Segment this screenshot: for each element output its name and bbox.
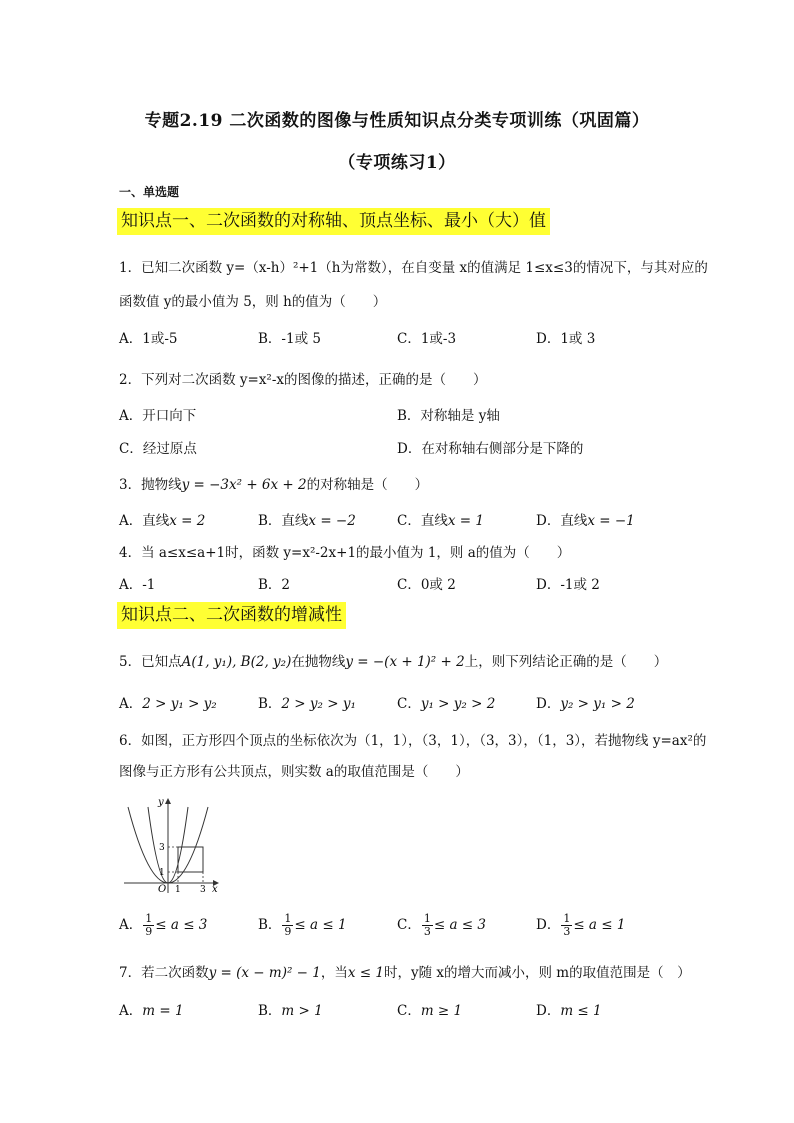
- q7-option-a: A．m = 1: [119, 1003, 184, 1019]
- q5-option-c: C．y₁ > y₂ > 2: [397, 696, 496, 712]
- q3-prefix: 3．抛物线: [119, 477, 182, 493]
- q4-option-b: B．2: [258, 577, 291, 593]
- q3-suffix: 的对称轴是（ ）: [306, 477, 429, 493]
- origin-label: O: [158, 884, 167, 893]
- knowledge-point-1: 知识点一、二次函数的对称轴、顶点坐标、最小（大）值: [117, 208, 550, 235]
- parabola-square-figure: [120, 793, 230, 897]
- q3-option-c: C．直线x = 1: [397, 513, 484, 529]
- tick-y-3: 3: [159, 843, 165, 853]
- tick-y-1: 1: [159, 868, 165, 878]
- tick-x-3: 3: [200, 885, 206, 893]
- q6-option-c: C． $\frac{1}{3}$ ≤ a ≤ 3: [397, 912, 486, 938]
- page-title: 专题2.19 二次函数的图像与性质知识点分类专项训练（巩固篇）: [144, 111, 650, 131]
- question-6-line-1: 6．如图，正方形四个顶点的坐标依次为（1，1），（3，1），（3，3），（1，3），若抛物线 y=ax²的: [119, 733, 707, 749]
- question-1-line-2: 函数值 y的最小值为 5，则 h的值为（ ）: [119, 294, 387, 310]
- knowledge-point-2: 知识点二、二次函数的增减性: [117, 602, 346, 629]
- q5-formula: y = −(x + 1)² + 2: [345, 654, 465, 670]
- q3-formula: y = −3x² + 6x + 2: [181, 477, 307, 493]
- q7-formula: y = (x − m)² − 1: [208, 965, 321, 981]
- section-label: 一、单选题: [119, 185, 180, 199]
- q3-option-a: A．直线x = 2: [119, 513, 206, 529]
- q5-option-d: D．y₂ > y₁ > 2: [536, 696, 635, 712]
- q2-option-a: A．开口向下: [119, 408, 197, 424]
- x-axis-label: x: [212, 884, 218, 893]
- q7-option-b: B．m > 1: [258, 1003, 323, 1019]
- q2-option-d: D．在对称轴右侧部分是下降的: [397, 441, 584, 457]
- q7-condition: x ≤ 1: [347, 965, 384, 981]
- q2-option-b: B．对称轴是 y轴: [397, 408, 500, 424]
- question-3: [119, 473, 428, 493]
- q1-option-b: B．-1或 5: [258, 331, 321, 347]
- q4-option-c: C．0或 2: [397, 577, 456, 593]
- question-4: 4．当 a≤x≤a+1时，函数 y=x²-2x+1的最小值为 1，则 a的值为（ ）: [119, 545, 571, 561]
- q6-option-a: A． $\frac{1}{9}$ ≤ a ≤ 3: [119, 912, 208, 938]
- q1-option-d: D．1或 3: [536, 331, 596, 347]
- q5-option-b: B．2 > y₂ > y₁: [258, 696, 356, 712]
- q6-option-d: D． $\frac{1}{3}$ ≤ a ≤ 1: [536, 912, 626, 938]
- q5-option-a: A．2 > y₁ > y₂: [119, 696, 217, 712]
- page-subtitle: （专项练习1）: [338, 153, 456, 173]
- q2-option-c: C．经过原点: [119, 441, 197, 457]
- q3-option-d: D．直线x = −1: [536, 513, 635, 529]
- q3-option-b: B．直线x = −2: [258, 513, 356, 529]
- question-7: 7．若二次函数y = (x − m)² − 1，当x ≤ 1时，y随 x的增大而减小，则 m的取值范围是（ ）: [119, 965, 691, 981]
- q1-option-c: C．1或-3: [397, 331, 457, 347]
- q5-points: A(1, y₁), B(2, y₂): [181, 654, 292, 670]
- question-2: 2．下列对二次函数 y=x²-x的图像的描述，正确的是（ ）: [119, 372, 487, 388]
- tick-x-1: 1: [175, 885, 181, 893]
- q4-option-a: A．-1: [119, 577, 156, 593]
- q6-option-b: B． $\frac{1}{9}$ ≤ a ≤ 1: [258, 912, 347, 938]
- q7-option-c: C．m ≥ 1: [397, 1003, 463, 1019]
- y-axis-label: y: [158, 797, 164, 808]
- q7-option-d: D．m ≤ 1: [536, 1003, 602, 1019]
- question-1-line-1: 1．已知二次函数 y=（x-h）²+1（h为常数），在自变量 x的值满足 1≤x≤3的情况下，与其对应的: [119, 260, 708, 276]
- q4-option-d: D．-1或 2: [536, 577, 600, 593]
- question-6-line-2: 图像与正方形有公共顶点，则实数 a的取值范围是（ ）: [119, 764, 469, 780]
- question-5: 5．已知点A(1, y₁), B(2, y₂)在抛物线y = −(x + 1)² + 2上，则下列结论正确的是（ ）: [119, 654, 668, 670]
- q1-option-a: A．1或-5: [119, 331, 178, 347]
